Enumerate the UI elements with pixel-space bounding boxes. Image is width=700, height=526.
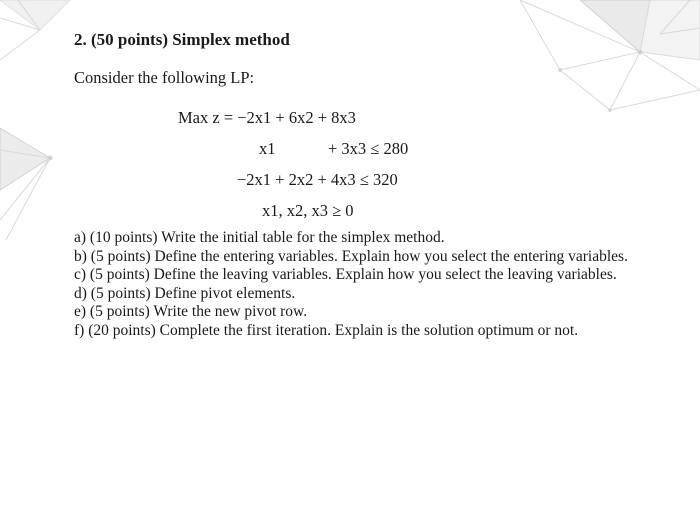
lp-nonnegativity: x1, x2, x3 ≥ 0 bbox=[262, 201, 354, 220]
question-part-a: a) (10 points) Write the initial table for the simplex method. bbox=[74, 229, 445, 246]
question-part-c: c) (5 points) Define the leaving variables. Explain how you select the leaving variables. bbox=[74, 266, 617, 284]
question-intro: Consider the following LP: bbox=[74, 68, 255, 87]
question-parts-list bbox=[74, 229, 628, 341]
lp-constraint-2: −2x1 + 2x2 + 4x3 ≤ 320 bbox=[237, 170, 398, 189]
lp-constraint-1-left: x1 bbox=[259, 139, 276, 158]
question-part-b: b) (5 points) Define the entering variables. Explain how you select the entering variables. bbox=[74, 247, 628, 265]
lp-objective: Max z = −2x1 + 6x2 + 8x3 bbox=[178, 108, 356, 127]
lp-constraint-1-right: + 3x3 ≤ 280 bbox=[328, 139, 409, 158]
question-part-e: e) (5 points) Write the new pivot row. bbox=[74, 303, 308, 321]
question-heading: 2. (50 points) Simplex method bbox=[74, 30, 290, 49]
question-part-d: d) (5 points) Define pivot elements. bbox=[74, 284, 296, 302]
question-part-f: f) (20 points) Complete the first iteration. Explain is the solution optimum or not. bbox=[74, 321, 579, 339]
